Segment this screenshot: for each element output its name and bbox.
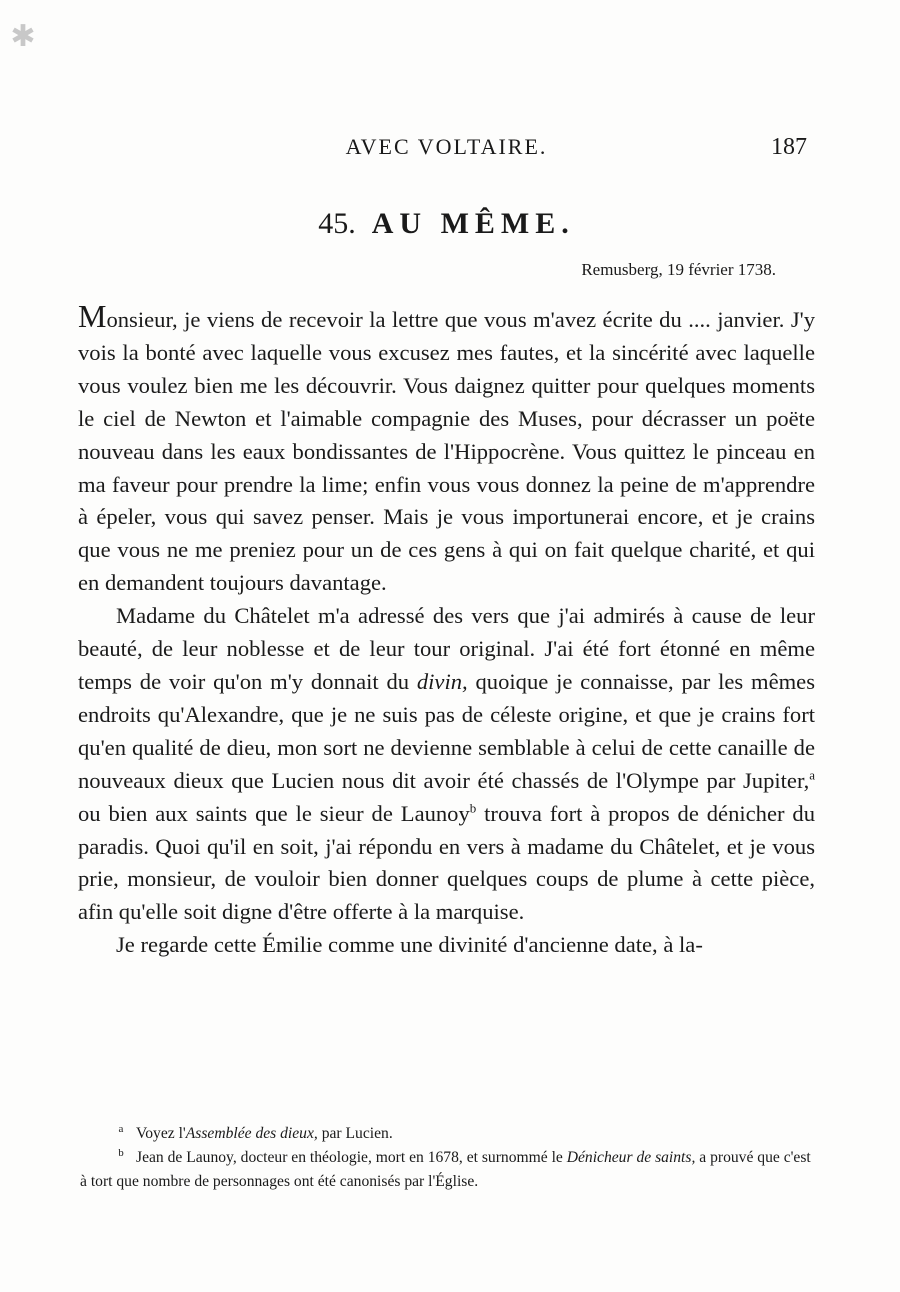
paragraph-2-divin: divin, — [416, 668, 468, 694]
running-head — [78, 130, 815, 164]
letter-body — [78, 300, 815, 962]
footnote-b: b Jean de Launoy, docteur en théologie, mort en 1678, et surnommé le Dénicheur de saints, a prouvé que c'est à tort que nombre de personnages ont été canonisés par l'Église. — [80, 1146, 811, 1190]
paragraph-2-text-d: trouva fort à propos de dénicher du paradis. Quoi qu'il en soit, j'ai répondu en vers à madame du Châtelet, et je vous prie, monsieur, de vouloir bien donner quelques coups de plume à cette pièce, afin qu'elle soit digne d'être offerte à la marquise. — [78, 800, 815, 925]
paragraph-1: Monsieur, je viens de recevoir la lettre que vous m'avez écrite du .... janvier. J'y vois la bonté avec laquelle vous excusez mes fautes, et la sincérité avec laquelle vous voulez bien me les découvrir. Vous daignez quitter pour quelques moments le ciel de Newton et l'aimable compagnie des Muses, pour décrasser un poëte nouveau dans les eaux bondissantes de l'Hippocrène. Vous quittez le pinceau en ma faveur pour prendre la lime; enfin vous vous donnez la peine de m'apprendre à épeler, vous qui savez penser. Mais je vous importunerai encore, et je crains que vous ne me preniez pour un de ces gens à qui on fait quelque charité, et qui en demandent toujours davantage. — [78, 298, 815, 596]
paragraph-2-text-b: quoique je connaisse, par les mêmes endroits qu'Alexandre, que je ne suis pas de céleste origine, et que je crains fort qu'en qualité de dieu, mon sort ne devienne semblable à celui de cette canaille de nouveaux dieux que Lucien nous dit avoir été chassés de l'Olympe par Jupiter, — [78, 668, 816, 793]
footnote-a-pre: Voyez l' — [136, 1125, 186, 1142]
footnote-b-post: a prouvé que c'est à tort que nombre de personnages ont été canonisés par l'Église. — [80, 1149, 811, 1190]
footnote-a-italic: Assemblée des dieux, — [185, 1125, 318, 1142]
footnote-b-italic: Dénicheur de saints, — [566, 1149, 696, 1166]
paragraph-3: Je regarde cette Émilie comme une divinité d'ancienne date, à la- — [116, 932, 703, 958]
letter-heading — [78, 204, 815, 244]
footnote-a-post: par Lucien. — [317, 1125, 393, 1142]
letter-title: AU MÊME. — [371, 207, 575, 240]
footnote-a: a Voyez l'Assemblée des dieux, par Lucien. — [118, 1122, 393, 1142]
letter-number: 45. — [318, 207, 356, 240]
page-number: 187 — [771, 134, 807, 160]
footnote-b-pre: Jean de Launoy, docteur en théologie, mort en 1678, et surnommé le — [136, 1149, 567, 1166]
running-title: AVEC VOLTAIRE. — [345, 134, 548, 159]
footnote-ref-b[interactable]: b — [469, 800, 477, 816]
paragraph-2 — [78, 600, 815, 929]
footnote-ref-a[interactable]: a — [809, 767, 815, 783]
dateline: Remusberg, 19 février 1738. — [581, 260, 776, 279]
paragraph-2-text-a: Madame du Châtelet m'a adressé des vers que j'ai admirés à cause de leur beauté, de leur noblesse et de leur tour original. J'ai été fort étonné en même temps de voir qu'on m'y donnait du — [78, 603, 815, 694]
ink-smudge-icon: ✱ — [10, 19, 36, 54]
paragraph-2-text-c: ou bien aux saints que le sieur de Launoy — [78, 800, 470, 826]
footnotes — [80, 1122, 817, 1194]
